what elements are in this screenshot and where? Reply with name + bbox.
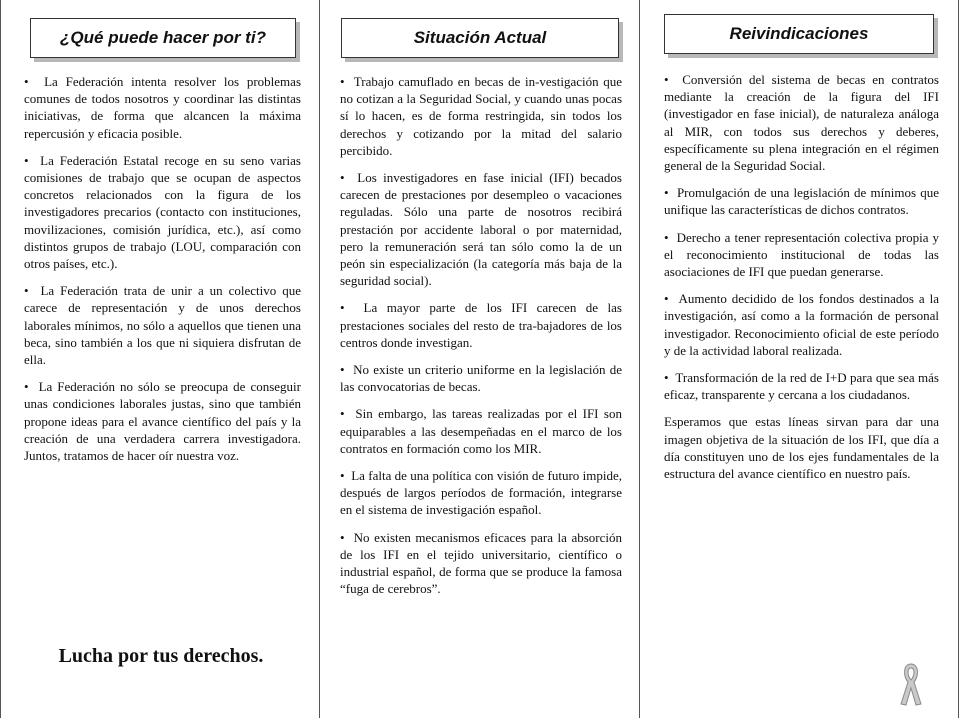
bullet-paragraph: • Sin embargo, las tareas realizadas por el IFI son equiparables a las desempeñadas en el marco de los contratos en formación como los MIR. [340,405,622,457]
bullet-paragraph: • No existen mecanismos eficaces para la absorción de los IFI en el tejido universitario, científico o industrial español, de forma que se produce la famosa “fuga de cerebros”. [340,529,622,598]
bullet-paragraph: • La Federación intenta resolver los problemas comunes de todos nosotros y coordinar las distintas iniciativas, de forma que alcancen la máxima repercusión y eficacia posible. [24,73,301,142]
bullet-paragraph: • No existe un criterio uniforme en la legislación de las convocatorias de becas. [340,361,622,395]
closing-paragraph: Esperamos que estas líneas sirvan para dar una imagen objetiva de la situación de los IFI, que día a día constituyen uno de los ejes fundamentales de la estructura del avance científico en nuestro país. [664,414,939,482]
column-body [24,73,301,474]
awareness-ribbon-icon [898,662,924,706]
bullet-paragraph: • La Federación trata de unir a un colectivo que carece de representación y de unos derechos laborales mínimos, no sólo a aquellos que tienen una beca, sino también a los que ni siquiera disfrutan de ella. [24,282,301,368]
bullet-paragraph: • La falta de una política con visión de futuro impide, después de largos períodos de formación, integrarse en el sistema de investigación español. [340,467,622,519]
bullet-paragraph: • Trabajo camuflado en becas de in-vestigación que no cotizan a la Seguridad Social, y cuando unas pocas sí lo hacen, es de forma restringida, sin todos los derechos y cotizando por la mitad del salario percibido. [340,73,622,159]
column-que-puede-hacer [0,0,320,718]
column-reivindicaciones [640,0,959,718]
bullet-paragraph: • Los investigadores en fase inicial (IFI) becados carecen de prestaciones por desempleo o vacaciones reguladas. Sólo una parte de nosotros recibirá prestación por accidente laboral o por maternidad, pero la remuneración será tan sólo como la de un peón sin especialización (la categoría más baja de la seguridad social). [340,169,622,289]
bullet-paragraph: • Aumento decidido de los fondos destinados a la investigación, así como a la formación de personal investigador. Reconocimiento oficial de este período y de la actividad laboral realizada. [664,290,939,359]
column-heading: ¿Qué puede hacer por ti? [30,18,296,58]
column-heading: Reivindicaciones [664,14,934,54]
column-heading: Situación Actual [341,18,619,58]
column-situacion-actual [320,0,640,718]
slogan: Lucha por tus derechos. [58,645,264,667]
bullet-paragraph: • Promulgación de una legislación de mínimos que unifique las características de dichos contratos. [664,184,939,218]
bullet-paragraph: • Transformación de la red de I+D para que sea más eficaz, transparente y cercana a los ciudadanos. [664,369,939,403]
bullet-paragraph: • Derecho a tener representación colectiva propia y el reconocimiento institucional de todas las asociaciones de IFI que puedan generarse. [664,229,939,281]
bullet-paragraph: • Conversión del sistema de becas en contratos mediante la creación de la figura del IFI (investigador en fase inicial), de naturaleza análoga al MIR, con todos sus derechos y deberes, específicamente su plena integración en el régimen general de la Seguridad Social. [664,71,939,174]
bullet-paragraph: • La Federación Estatal recoge en su seno varias comisiones de trabajo que se ocupan de aspectos concretos relacionados con la figura de los investigadores precarios (contacto con instituciones, movilizaciones, comisión jurídica, etc.), así como distintos grupos de trabajo (LOU, comparación con otros países, etc.). [24,152,301,272]
column-body [340,73,622,607]
bullet-paragraph: • La Federación no sólo se preocupa de conseguir unas condiciones laborales justas, sino que también propone ideas para el avance científico del país y la creación de una verdadera carrera investigadora. Juntos, tratamos de hacer oír nuestra voz. [24,378,301,464]
column-body [664,71,939,492]
bullet-paragraph: • La mayor parte de los IFI carecen de las prestaciones sociales del resto de tra-bajadores de los centros donde investigan. [340,299,622,351]
